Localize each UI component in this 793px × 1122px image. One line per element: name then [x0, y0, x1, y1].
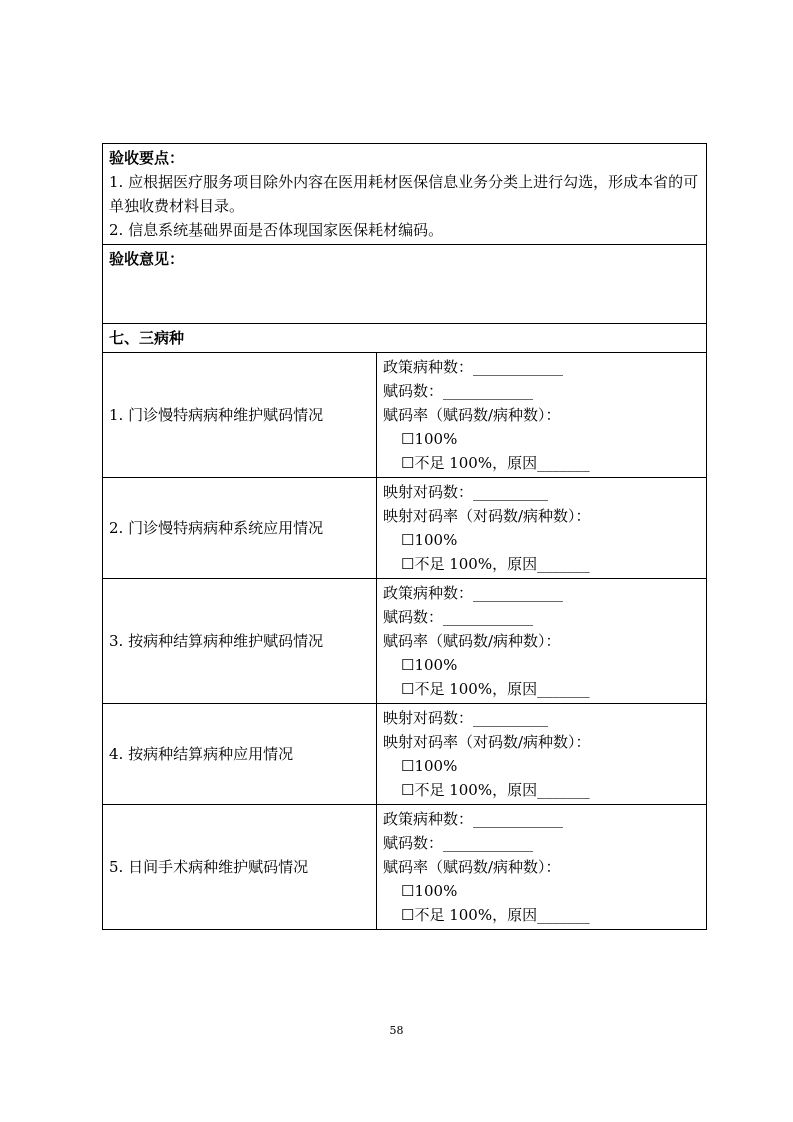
row-line: 映射对码率（对码数/病种数）：	[383, 733, 591, 751]
section-title: 七、三病种	[103, 324, 707, 353]
opinion-row	[103, 245, 707, 324]
row-line: 映射对码数：__________	[383, 483, 549, 501]
section-row	[103, 324, 707, 353]
row-line: 赋码率（赋码数/病种数）：	[383, 406, 561, 424]
checkbox-option-insufficient[interactable]: ☐不足 100%，原因_______	[401, 555, 590, 573]
checkbox-option-100[interactable]: ☐100%	[401, 882, 458, 900]
checkbox-option-100[interactable]: ☐100%	[401, 757, 458, 775]
row-line: 映射对码数：__________	[383, 709, 549, 727]
table-row	[103, 579, 707, 704]
table-row	[103, 704, 707, 805]
row-content	[377, 579, 707, 704]
checkbox-option-insufficient[interactable]: ☐不足 100%，原因_______	[401, 454, 590, 472]
checkbox-option-100[interactable]: ☐100%	[401, 531, 458, 549]
checkbox-option-100[interactable]: ☐100%	[401, 656, 458, 674]
points-item-2: 2. 信息系统基础界面是否体现国家医保耗材编码。	[109, 221, 444, 239]
row-label: 3. 按病种结算病种维护赋码情况	[103, 579, 377, 704]
checkbox-option-insufficient[interactable]: ☐不足 100%，原因_______	[401, 680, 590, 698]
row-content	[377, 704, 707, 805]
points-row	[103, 144, 707, 245]
points-title: 验收要点：	[109, 149, 185, 167]
row-line: 赋码数：____________	[383, 382, 534, 400]
row-line: 政策病种数：____________	[383, 810, 564, 828]
row-label: 2. 门诊慢特病病种系统应用情况	[103, 478, 377, 579]
row-label: 1. 门诊慢特病病种维护赋码情况	[103, 353, 377, 478]
row-line: 映射对码率（对码数/病种数）：	[383, 507, 591, 525]
row-line: 赋码数：____________	[383, 608, 534, 626]
table-row	[103, 805, 707, 930]
checkbox-option-100[interactable]: ☐100%	[401, 430, 458, 448]
points-cell	[103, 144, 707, 245]
checkbox-option-insufficient[interactable]: ☐不足 100%，原因_______	[401, 781, 590, 799]
row-content	[377, 805, 707, 930]
row-label: 4. 按病种结算病种应用情况	[103, 704, 377, 805]
row-line: 政策病种数：____________	[383, 584, 564, 602]
table-row	[103, 478, 707, 579]
opinion-cell	[103, 245, 707, 324]
page-number: 58	[389, 1024, 404, 1037]
row-line: 政策病种数：____________	[383, 358, 564, 376]
row-label: 5. 日间手术病种维护赋码情况	[103, 805, 377, 930]
row-content	[377, 353, 707, 478]
row-line: 赋码数：____________	[383, 834, 534, 852]
table-row	[103, 353, 707, 478]
row-line: 赋码率（赋码数/病种数）：	[383, 632, 561, 650]
acceptance-table	[102, 143, 707, 930]
row-line: 赋码率（赋码数/病种数）：	[383, 858, 561, 876]
points-item-1: 1. 应根据医疗服务项目除外内容在医用耗材医保信息业务分类上进行勾选，形成本省的可单独收费材料目录。	[109, 173, 699, 215]
checkbox-option-insufficient[interactable]: ☐不足 100%，原因_______	[401, 906, 590, 924]
row-content	[377, 478, 707, 579]
opinion-title: 验收意见：	[109, 250, 185, 268]
